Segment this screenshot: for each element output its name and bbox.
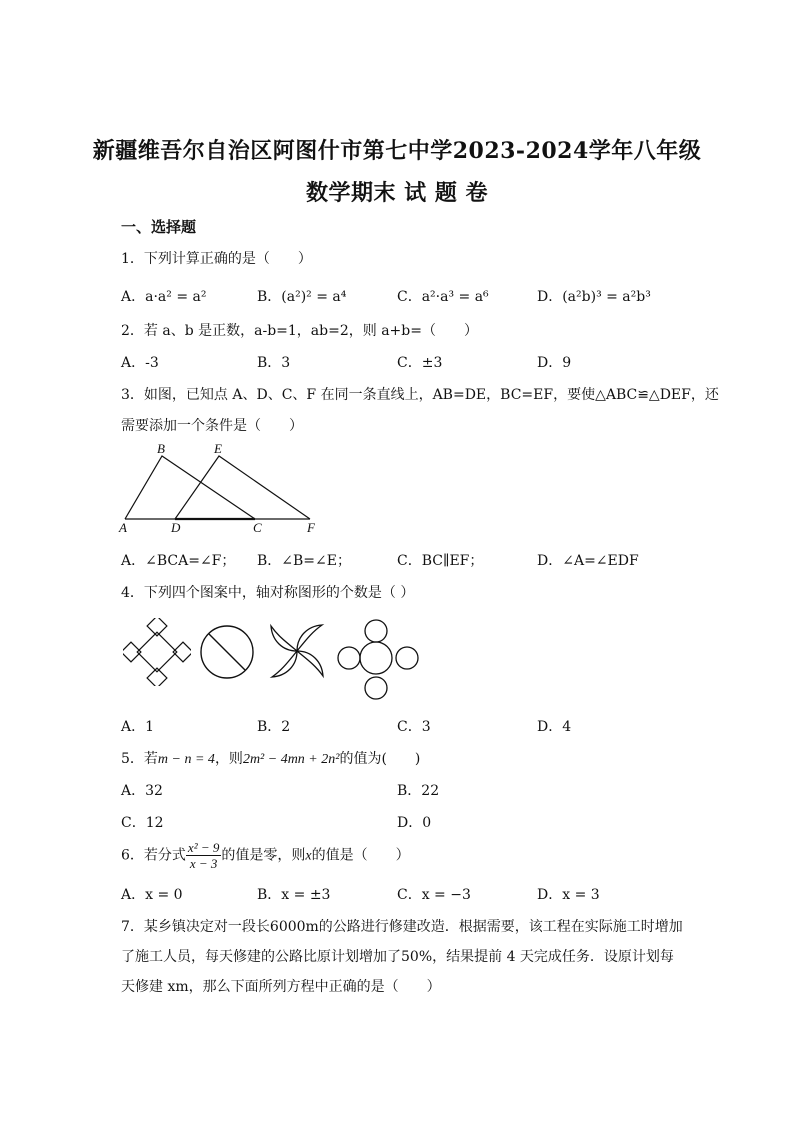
question-5-condition: m − n = 4: [157, 752, 215, 767]
question-1-stem: 1．下列计算正确的是（ ）: [121, 251, 312, 267]
question-7-line3: 天修建 xm，那么下面所列方程中正确的是（ ）: [121, 979, 441, 995]
question-5-option-c: C．12: [121, 815, 164, 831]
label-c: C: [253, 520, 262, 535]
question-4-option-b: B．2: [257, 719, 291, 735]
question-6-option-d: D．x = 3: [537, 887, 600, 903]
question-2-stem: 2．若 a、b 是正数，a-b=1，ab=2，则 a+b=（ ）: [121, 323, 478, 339]
question-4-option-c: C．3: [397, 719, 431, 735]
pattern-five-circles-figure: [336, 618, 422, 702]
question-2-option-d: D．9: [537, 355, 572, 371]
triangle-def: [175, 456, 310, 519]
question-1-option-c: C．a²·a³ = a⁶: [397, 289, 489, 305]
question-6-option-c: C．x = −3: [397, 887, 471, 903]
question-6-middle: 的值是零，则: [221, 847, 306, 864]
question-7-line2: 了施工人员，每天修建的公路比原计划增加了50%，结果提前 4 天完成任务．设原计划每: [121, 949, 674, 965]
label-d: D: [171, 520, 181, 535]
label-b: B: [157, 441, 165, 456]
question-6-variable: x: [305, 848, 312, 864]
label-f: F: [307, 520, 315, 535]
question-6-fraction: [186, 840, 221, 871]
exam-title-line2: 数学期末 试 题 卷: [306, 180, 488, 206]
question-2-option-a: A．-3: [121, 355, 159, 371]
question-5-suffix: 的值为( ): [339, 751, 421, 767]
question-4-stem: 4．下列四个图案中，轴对称图形的个数是（ ）: [121, 585, 415, 601]
pattern-pinwheel-figure: [264, 618, 330, 684]
label-e: E: [214, 441, 222, 456]
question-5-stem: [121, 748, 420, 768]
question-6-option-a: A．x = 0: [121, 887, 183, 903]
question-3-option-c: C．BC∥EF；: [397, 553, 484, 569]
question-3-option-d: D．∠A=∠EDF: [537, 553, 639, 569]
exam-title-line1: 新疆维吾尔自治区阿图什市第七中学2023-2024学年八年级: [92, 138, 702, 164]
section-heading-choice: 一、选择题: [121, 218, 197, 236]
question-3-stem-line1: 3．如图，已知点 A、D、C、F 在同一条直线上，AB=DE，BC=EF，要使△ABC≌△DEF，还: [121, 387, 719, 403]
question-7-line1: 7．某乡镇决定对一段长6000m的公路进行修建改造．根据需要，该工程在实际施工时增加: [121, 919, 683, 935]
question-5-middle: ，则: [214, 751, 243, 767]
fraction-numerator: x² − 9: [187, 840, 220, 855]
question-6-suffix: 的值是（ ）: [311, 847, 410, 864]
label-a: A: [119, 520, 127, 535]
question-1-option-d: D．(a²b)³ = a²b³: [537, 289, 651, 305]
question-6-stem: [121, 840, 410, 871]
triangles-figure: [115, 440, 325, 536]
pattern-squares-figure: [123, 618, 191, 686]
question-2-option-b: B．3: [257, 355, 291, 371]
fraction-denominator: x − 3: [189, 856, 218, 871]
question-5-option-d: D．0: [397, 815, 432, 831]
question-5-option-b: B．22: [397, 783, 440, 799]
question-1-option-b: B．(a²)² = a⁴: [257, 289, 347, 305]
question-4-option-d: D．4: [537, 719, 572, 735]
question-6-option-b: B．x = ±3: [257, 887, 331, 903]
question-3-option-a: A．∠BCA=∠F；: [121, 553, 236, 569]
question-5-expression: 2m² − 4mn + 2n²: [242, 752, 340, 767]
triangle-abc: [125, 456, 255, 519]
pattern-circle-diagonal-figure: [197, 622, 257, 682]
question-1-option-a: A．a·a² = a²: [121, 289, 207, 305]
question-5-prefix: 5．若: [121, 751, 158, 767]
question-5-option-a: A．32: [121, 783, 163, 799]
question-3-option-b: B．∠B=∠E；: [257, 553, 351, 569]
question-3-stem-line2: 需要添加一个条件是（ ）: [121, 418, 303, 434]
question-2-option-c: C．±3: [397, 355, 443, 371]
question-4-option-a: A．1: [121, 719, 155, 735]
question-6-prefix: 6．若分式: [121, 847, 186, 864]
